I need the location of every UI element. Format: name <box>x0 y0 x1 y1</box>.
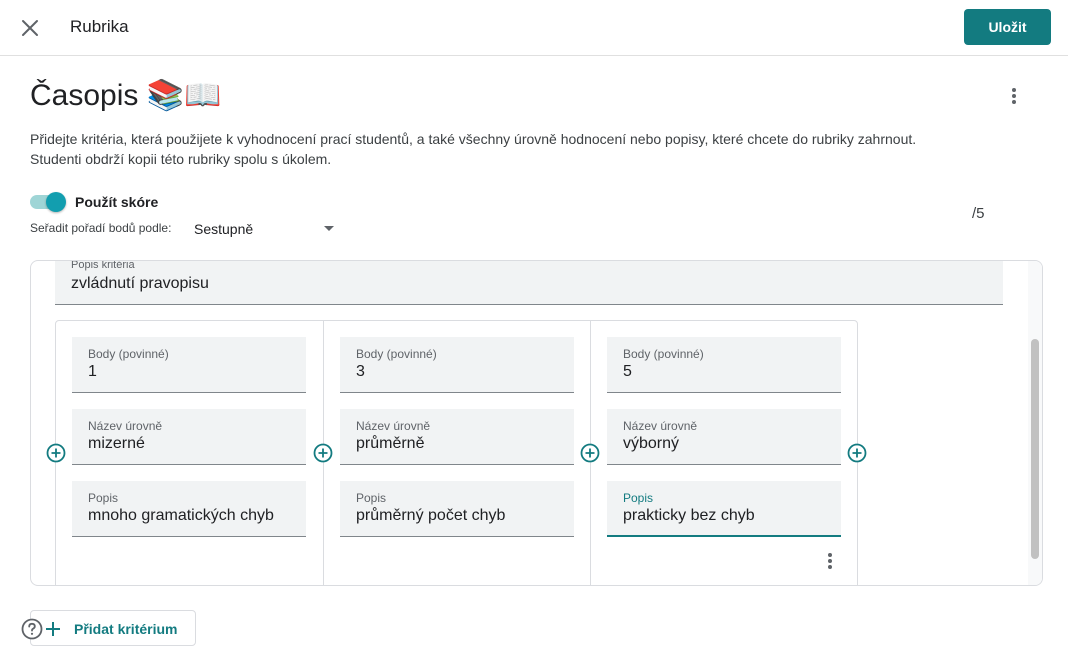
rubric-title[interactable]: Časopis 📚📖 <box>30 79 222 112</box>
points-value: 5 <box>623 363 632 380</box>
add-criterion-label: Přidat kritérium <box>74 621 178 637</box>
add-level-button[interactable] <box>846 442 868 464</box>
top-bar <box>0 0 1068 56</box>
scrollbar-thumb[interactable] <box>1031 339 1039 559</box>
points-field[interactable] <box>72 337 306 393</box>
more-vert-icon <box>827 552 833 570</box>
save-button[interactable]: Uložit <box>964 9 1051 45</box>
close-icon <box>21 19 39 37</box>
level-description-value: mnoho gramatických chyb <box>88 507 274 524</box>
more-vert-icon <box>1011 87 1017 105</box>
level-description-field[interactable] <box>340 481 574 537</box>
add-level-button[interactable] <box>312 442 334 464</box>
points-field[interactable] <box>607 337 841 393</box>
level-name-label: Název úrovně <box>356 419 431 433</box>
criterion-description-value: zvládnutí pravopisu <box>71 275 209 292</box>
level-name-label: Název úrovně <box>88 419 163 433</box>
use-score-label: Použít skóre <box>75 194 159 210</box>
plus-icon <box>43 619 63 639</box>
level-name-value: mizerné <box>88 435 145 452</box>
help-button[interactable] <box>21 618 43 640</box>
points-label: Body (povinné) <box>356 347 437 361</box>
add-circle-icon <box>580 443 600 463</box>
level-description-label: Popis <box>356 491 387 505</box>
add-circle-icon <box>46 443 66 463</box>
close-button[interactable] <box>14 12 46 44</box>
add-level-button[interactable] <box>45 442 67 464</box>
description-line-1: Přidejte kritéria, která použijete k vyhodnocení prací studentů, a také všechny úrovně hodnocení nebo popisy, které chcete do rubriky zahrnout. <box>30 131 917 147</box>
dropdown-arrow-icon <box>324 226 334 231</box>
level-column <box>590 321 857 586</box>
add-circle-icon <box>847 443 867 463</box>
toggle-thumb <box>46 192 66 212</box>
level-name-field[interactable] <box>72 409 306 465</box>
level-more-button[interactable] <box>820 549 840 573</box>
score-total: /5 <box>972 205 985 222</box>
level-column <box>323 321 590 586</box>
points-value: 3 <box>356 363 365 380</box>
level-description-field[interactable] <box>607 481 841 537</box>
points-label: Body (povinné) <box>88 347 169 361</box>
points-label: Body (povinné) <box>623 347 704 361</box>
points-field[interactable] <box>340 337 574 393</box>
add-circle-icon <box>313 443 333 463</box>
levels-container <box>55 320 858 586</box>
rubric-description <box>30 129 990 169</box>
sort-order-value: Sestupně <box>194 221 254 237</box>
sort-order-select[interactable] <box>186 214 340 242</box>
criterion-description-label: Popis kritéria <box>71 260 135 271</box>
page-title: Rubrika <box>70 17 129 36</box>
add-criterion-button[interactable] <box>30 610 196 646</box>
criterion-description-field[interactable] <box>55 261 1003 305</box>
level-description-value: průměrný počet chyb <box>356 507 506 524</box>
criterion-card <box>30 260 1043 586</box>
add-level-button[interactable] <box>579 442 601 464</box>
level-description-label: Popis <box>623 491 654 505</box>
description-line-2: Studenti obdrží kopii této rubriky spolu s úkolem. <box>30 151 332 167</box>
sort-order-label: Seřadit pořadí bodů podle: <box>30 221 172 235</box>
rubric-more-button[interactable] <box>1000 82 1028 110</box>
level-description-label: Popis <box>88 491 119 505</box>
help-icon <box>21 618 43 640</box>
level-name-value: průměrně <box>356 435 425 452</box>
use-score-toggle[interactable] <box>30 192 66 212</box>
level-name-field[interactable] <box>607 409 841 465</box>
level-name-value: výborný <box>623 435 680 452</box>
card-scrollbar[interactable] <box>1028 261 1042 585</box>
points-value: 1 <box>88 363 97 380</box>
level-description-field[interactable] <box>72 481 306 537</box>
level-description-value: prakticky bez chyb <box>623 507 755 524</box>
level-name-field[interactable] <box>340 409 574 465</box>
level-column <box>56 321 323 586</box>
level-name-label: Název úrovně <box>623 419 698 433</box>
